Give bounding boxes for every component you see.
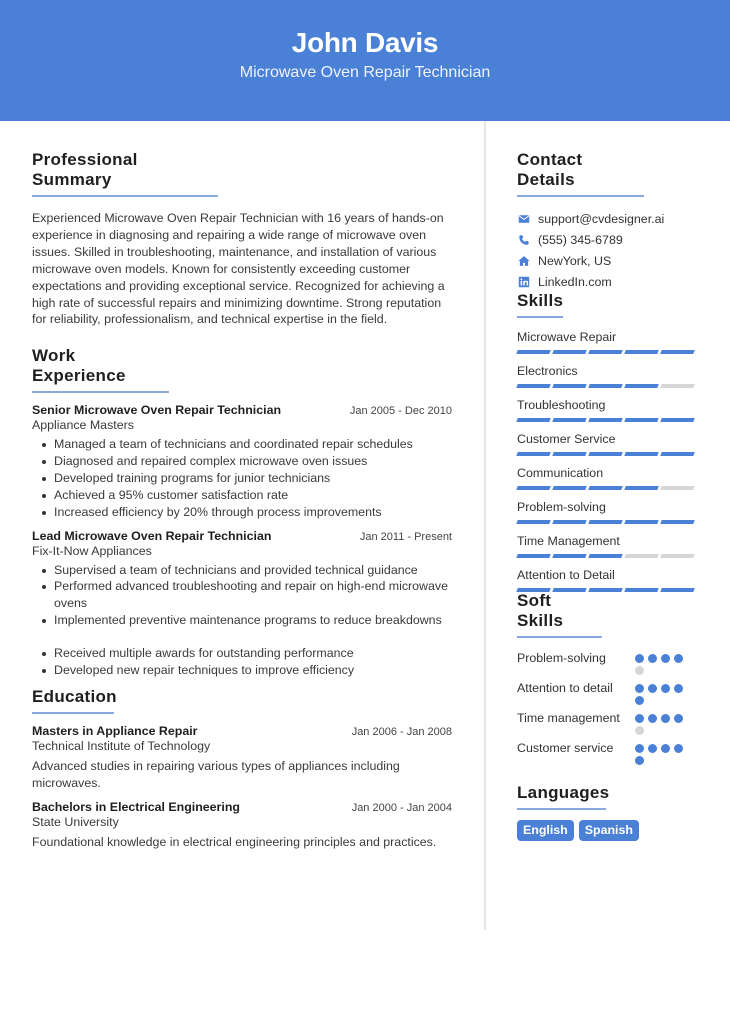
skill-level-segment [516, 452, 550, 456]
education-section [32, 687, 452, 851]
contact-text: NewYork, US [538, 253, 612, 268]
rating-dot [635, 654, 644, 663]
contact-text: (555) 345-6789 [538, 233, 623, 248]
languages-list [517, 820, 702, 841]
soft-skill-item [517, 740, 702, 765]
skill-level-segment [516, 520, 550, 524]
contact-location [517, 251, 702, 272]
skill-name: Customer Service [517, 432, 616, 446]
skill-level-segment [552, 486, 586, 490]
candidate-name: John Davis [291, 27, 439, 58]
skill-level-segment [516, 350, 550, 354]
skill-level-bar [517, 384, 702, 388]
work-section [32, 346, 452, 679]
skill-level-segment [516, 384, 550, 388]
soft-skill-name: Problem-solving [517, 651, 606, 665]
skill-name: Problem-solving [517, 500, 606, 514]
soft-skill-name: Customer service [517, 741, 614, 755]
list-item: Developed new repair techniques to improve efficiency [40, 662, 452, 679]
rating-dot [661, 684, 670, 693]
rating-dot [648, 714, 657, 723]
job-dates: Jan 2011 - Present [359, 530, 452, 543]
section-heading: Soft Skills [517, 591, 602, 638]
list-item: Supervised a team of technicians and provided technical guidance [40, 562, 452, 579]
section-heading: Professional Summary [32, 150, 218, 197]
job-entry [32, 529, 452, 679]
skill-level-segment [624, 418, 658, 422]
rating-dot [661, 744, 670, 753]
skill-level-segment [552, 554, 586, 558]
skill-level-bar [517, 452, 702, 456]
language-badge: Spanish [579, 820, 639, 841]
skill-level-bar [517, 350, 702, 354]
skill-item [517, 498, 702, 524]
language-badge: English [517, 820, 574, 841]
rating-dot [674, 654, 683, 663]
skill-level-segment [588, 486, 622, 490]
rating-dot [648, 654, 657, 663]
job-company: Appliance Masters [32, 418, 134, 432]
column-divider [484, 121, 486, 930]
education-description: Foundational knowledge in electrical engineering principles and practices. [32, 834, 437, 849]
languages-section [517, 783, 702, 841]
degree-title: Masters in Appliance Repair [32, 724, 198, 738]
skill-item [517, 396, 702, 422]
skill-level-segment [624, 486, 658, 490]
skill-level-segment [660, 452, 694, 456]
linkedin-icon [517, 275, 531, 289]
resume-header [0, 0, 730, 121]
soft-skill-rating [635, 650, 695, 675]
school-name: State University [32, 814, 119, 829]
skill-level-segment [660, 418, 694, 422]
education-description: Advanced studies in repairing various types of appliances including microwaves. [32, 759, 400, 790]
soft-skill-name: Time management [517, 711, 620, 725]
list-item: Diagnosed and repaired complex microwave oven issues [40, 453, 452, 470]
skill-level-segment [588, 452, 622, 456]
contact-text: support@cvdesigner.ai [538, 212, 665, 227]
rating-dot [635, 726, 644, 735]
rating-dot [661, 714, 670, 723]
rating-dot [635, 744, 644, 753]
section-heading: Education [32, 687, 114, 714]
contact-email[interactable] [517, 209, 702, 230]
education-dates: Jan 2006 - Jan 2008 [351, 726, 452, 738]
summary-section [32, 150, 452, 328]
job-bullets [32, 436, 452, 521]
skill-level-segment [552, 520, 586, 524]
list-item: Managed a team of technicians and coordinated repair schedules [40, 436, 452, 453]
job-entry [32, 403, 452, 521]
soft-skill-item [517, 650, 702, 675]
skill-name: Time Management [517, 534, 620, 548]
rating-dot [635, 714, 644, 723]
skill-level-segment [588, 418, 622, 422]
skill-level-bar [517, 486, 702, 490]
skill-level-bar [517, 520, 702, 524]
contact-text: LinkedIn.com [538, 274, 612, 289]
rating-dot [661, 654, 670, 663]
skill-item [517, 464, 702, 490]
candidate-title: Microwave Oven Repair Technician [239, 64, 491, 81]
home-icon [517, 254, 531, 268]
skill-level-segment [624, 350, 658, 354]
section-heading: Contact Details [517, 150, 644, 197]
phone-icon [517, 233, 531, 247]
skill-level-segment [552, 418, 586, 422]
soft-skill-rating [635, 740, 695, 765]
skill-level-segment [516, 418, 550, 422]
skill-item [517, 328, 702, 354]
list-item: Performed advanced troubleshooting and repair on high-end microwave ovens [40, 578, 452, 612]
skill-item [517, 566, 702, 592]
school-name: Technical Institute of Technology [32, 739, 211, 753]
skill-level-segment [624, 554, 658, 558]
skill-level-segment [624, 520, 658, 524]
education-dates: Jan 2000 - Jan 2004 [351, 801, 452, 814]
soft-skill-name: Attention to detail [517, 681, 613, 695]
skill-level-segment [660, 384, 694, 388]
contact-section [517, 150, 702, 292]
skill-level-segment [660, 520, 694, 524]
skill-name: Microwave Repair [517, 330, 617, 344]
section-heading: Work Experience [32, 346, 169, 393]
list-item: Developed training programs for junior technicians [40, 470, 452, 487]
list-item: Received multiple awards for outstanding performance [40, 645, 452, 662]
job-title: Senior Microwave Oven Repair Technician [32, 403, 282, 417]
rating-dot [674, 744, 683, 753]
skills-list [517, 328, 702, 592]
skill-item [517, 532, 702, 558]
summary-text: Experienced Microwave Oven Repair Technician with 16 years of hands-on experience in diagnosing and repairing a wide range of microwave oven issues. Skilled in troubleshooting, maintenance, and installation of various microwave oven models. Known for consistently exceeding customer expectations and providing exceptional service. Recognized for achieving a high rate of successful repairs and minimizing downtime. Strong reputation for reliability, professionalism, and technical expertise in the field. [32, 211, 445, 327]
job-bullets [32, 562, 452, 679]
rating-dot [635, 666, 644, 675]
soft-skill-item [517, 710, 702, 735]
rating-dot [648, 684, 657, 693]
soft-skill-rating [635, 710, 695, 735]
skill-level-segment [588, 384, 622, 388]
envelope-icon [517, 212, 531, 226]
skill-item [517, 430, 702, 456]
education-entry [32, 724, 452, 792]
degree-title: Bachelors in Electrical Engineering [32, 799, 240, 814]
skill-level-segment [624, 384, 658, 388]
soft-skills-list [517, 650, 702, 765]
job-title: Lead Microwave Oven Repair Technician [32, 528, 272, 543]
skill-level-bar [517, 418, 702, 422]
skill-level-segment [660, 486, 694, 490]
skill-name: Communication [517, 466, 604, 480]
rating-dot [635, 684, 644, 693]
list-item: Implemented preventive maintenance programs to reduce breakdowns [40, 612, 452, 629]
job-dates: Jan 2005 - Dec 2010 [349, 405, 452, 417]
job-company: Fix-It-Now Appliances [32, 543, 152, 558]
section-heading: Skills [517, 291, 563, 318]
skill-name: Troubleshooting [517, 398, 606, 412]
rating-dot [635, 756, 644, 765]
skill-level-segment [552, 350, 586, 354]
list-item: Increased efficiency by 20% through process improvements [40, 504, 452, 521]
contact-phone[interactable] [517, 230, 702, 251]
list-item: Achieved a 95% customer satisfaction rate [40, 487, 452, 504]
skill-level-segment [516, 554, 550, 558]
rating-dot [674, 684, 683, 693]
soft-skill-item [517, 680, 702, 705]
skill-level-segment [552, 452, 586, 456]
section-heading: Languages [517, 783, 606, 810]
contact-linkedin[interactable] [517, 271, 702, 292]
skill-level-segment [624, 452, 658, 456]
skill-name: Attention to Detail [517, 568, 615, 582]
skill-level-segment [660, 350, 694, 354]
rating-dot [648, 744, 657, 753]
skill-level-segment [516, 486, 550, 490]
skill-level-segment [588, 554, 622, 558]
skill-level-bar [517, 554, 702, 558]
soft-skills-section [517, 591, 702, 770]
rating-dot [635, 696, 644, 705]
education-entry [32, 800, 452, 851]
skill-level-segment [588, 520, 622, 524]
skill-name: Electronics [517, 364, 578, 378]
skill-level-segment [660, 554, 694, 558]
skill-level-segment [588, 350, 622, 354]
skills-section [517, 291, 702, 600]
skill-level-segment [552, 384, 586, 388]
soft-skill-rating [635, 680, 695, 705]
skill-item [517, 362, 702, 388]
rating-dot [674, 714, 683, 723]
